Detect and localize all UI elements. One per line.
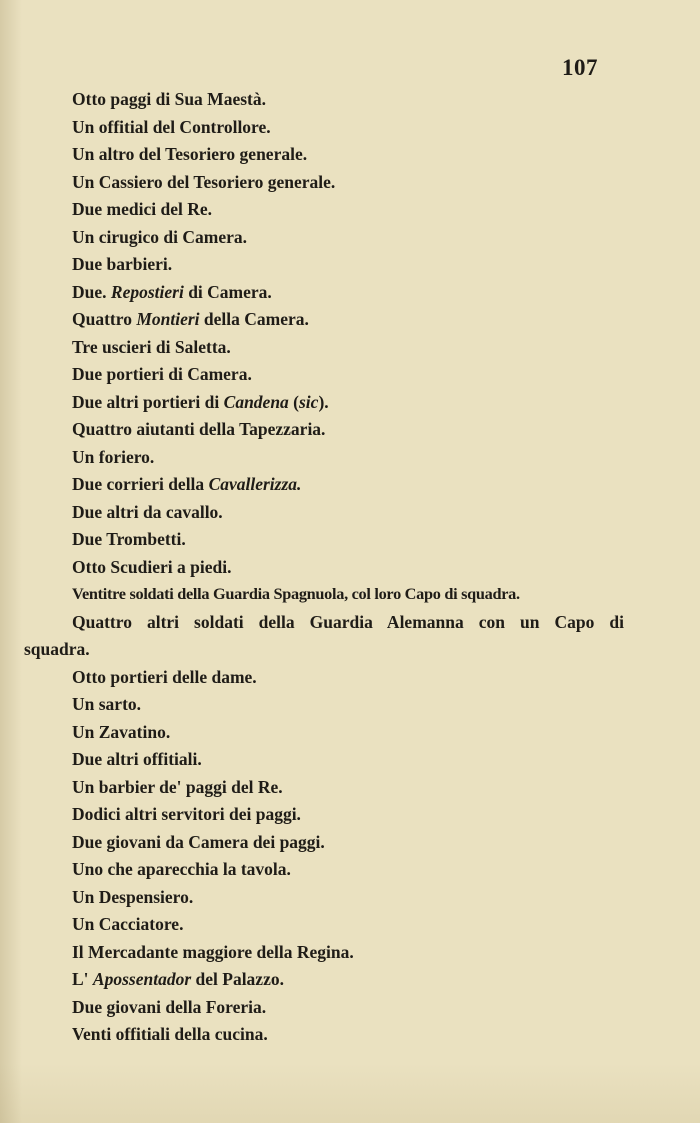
text-line: Due giovani della Foreria. — [72, 996, 267, 1017]
text-run: del Palazzo. — [191, 969, 284, 989]
text-line: Due Trombetti. — [72, 529, 186, 549]
text-line: Un altro del Tesoriero generale. — [72, 144, 308, 164]
text-run: L' — [72, 969, 93, 989]
italic-term: Apossentador — [92, 969, 192, 989]
text-line: Un cirugico di Camera. — [72, 226, 247, 247]
text-run: Due corrieri della — [72, 474, 209, 494]
text-line: Un barbier de' paggi del Re. — [72, 776, 283, 797]
text-line: Uno che aparecchia la tavola. — [72, 859, 291, 879]
text-line: Quattro altri soldati della Guardia Alemanna con un Capo di — [72, 611, 624, 632]
text-line: Due barbieri. — [72, 254, 173, 274]
text-line: Otto paggi di Sua Maestà. — [72, 89, 266, 109]
text-line: Otto portieri delle dame. — [72, 666, 257, 687]
page-number: 107 — [562, 55, 598, 80]
text-run: Due altri portieri di — [72, 391, 224, 412]
text-line — [72, 966, 284, 992]
text-line: Un Cacciatore. — [72, 914, 184, 934]
text-line: Un Cassiero del Tesoriero generale. — [72, 171, 336, 192]
text-run: di Camera. — [183, 281, 272, 302]
text-line: Il Mercadante maggiore della Regina. — [72, 941, 354, 962]
text-line: Un Zavatino. — [72, 721, 171, 742]
text-line: Otto Scudieri a piedi. — [72, 556, 232, 577]
text-line: Due giovani da Camera dei paggi. — [72, 831, 325, 852]
text-line — [72, 279, 272, 305]
text-line — [72, 389, 329, 415]
italic-term: Cavallerizza. — [208, 474, 302, 494]
text-run: della Camera. — [199, 309, 309, 329]
italic-term: sic — [299, 391, 319, 412]
text-run: Due. — [72, 281, 111, 302]
text-line: Due altri offitiali. — [72, 749, 202, 769]
text-run: ). — [318, 391, 329, 412]
text-line: Venti offitiali della cucina. — [72, 1024, 268, 1044]
text-line — [72, 471, 301, 497]
text-line: Ventitre soldati della Guardia Spagnuola, col loro Capo di squadra. — [72, 584, 520, 603]
text-line: Due altri da cavallo. — [72, 501, 223, 522]
text-line: Quattro aiutanti della Tapezzaria. — [72, 419, 326, 439]
italic-term: Repostieri — [110, 281, 184, 302]
text-line: Due portieri di Camera. — [72, 364, 252, 384]
text-line — [72, 306, 309, 332]
text-line: squadra. — [24, 639, 90, 659]
italic-term: Candena — [223, 391, 289, 412]
text-line: Dodici altri servitori dei paggi. — [72, 804, 301, 824]
text-line: Tre uscieri di Saletta. — [72, 336, 231, 357]
text-line: Un foriero. — [72, 446, 155, 467]
text-run: Quattro — [72, 309, 137, 329]
text-line: Un sarto. — [72, 694, 142, 714]
text-line: Due medici del Re. — [72, 199, 212, 219]
text-line: Un offitial del Controllore. — [72, 116, 271, 137]
italic-term: Montieri — [136, 309, 200, 329]
text-run: ( — [288, 391, 299, 412]
text-line: Un Despensiero. — [72, 886, 194, 907]
